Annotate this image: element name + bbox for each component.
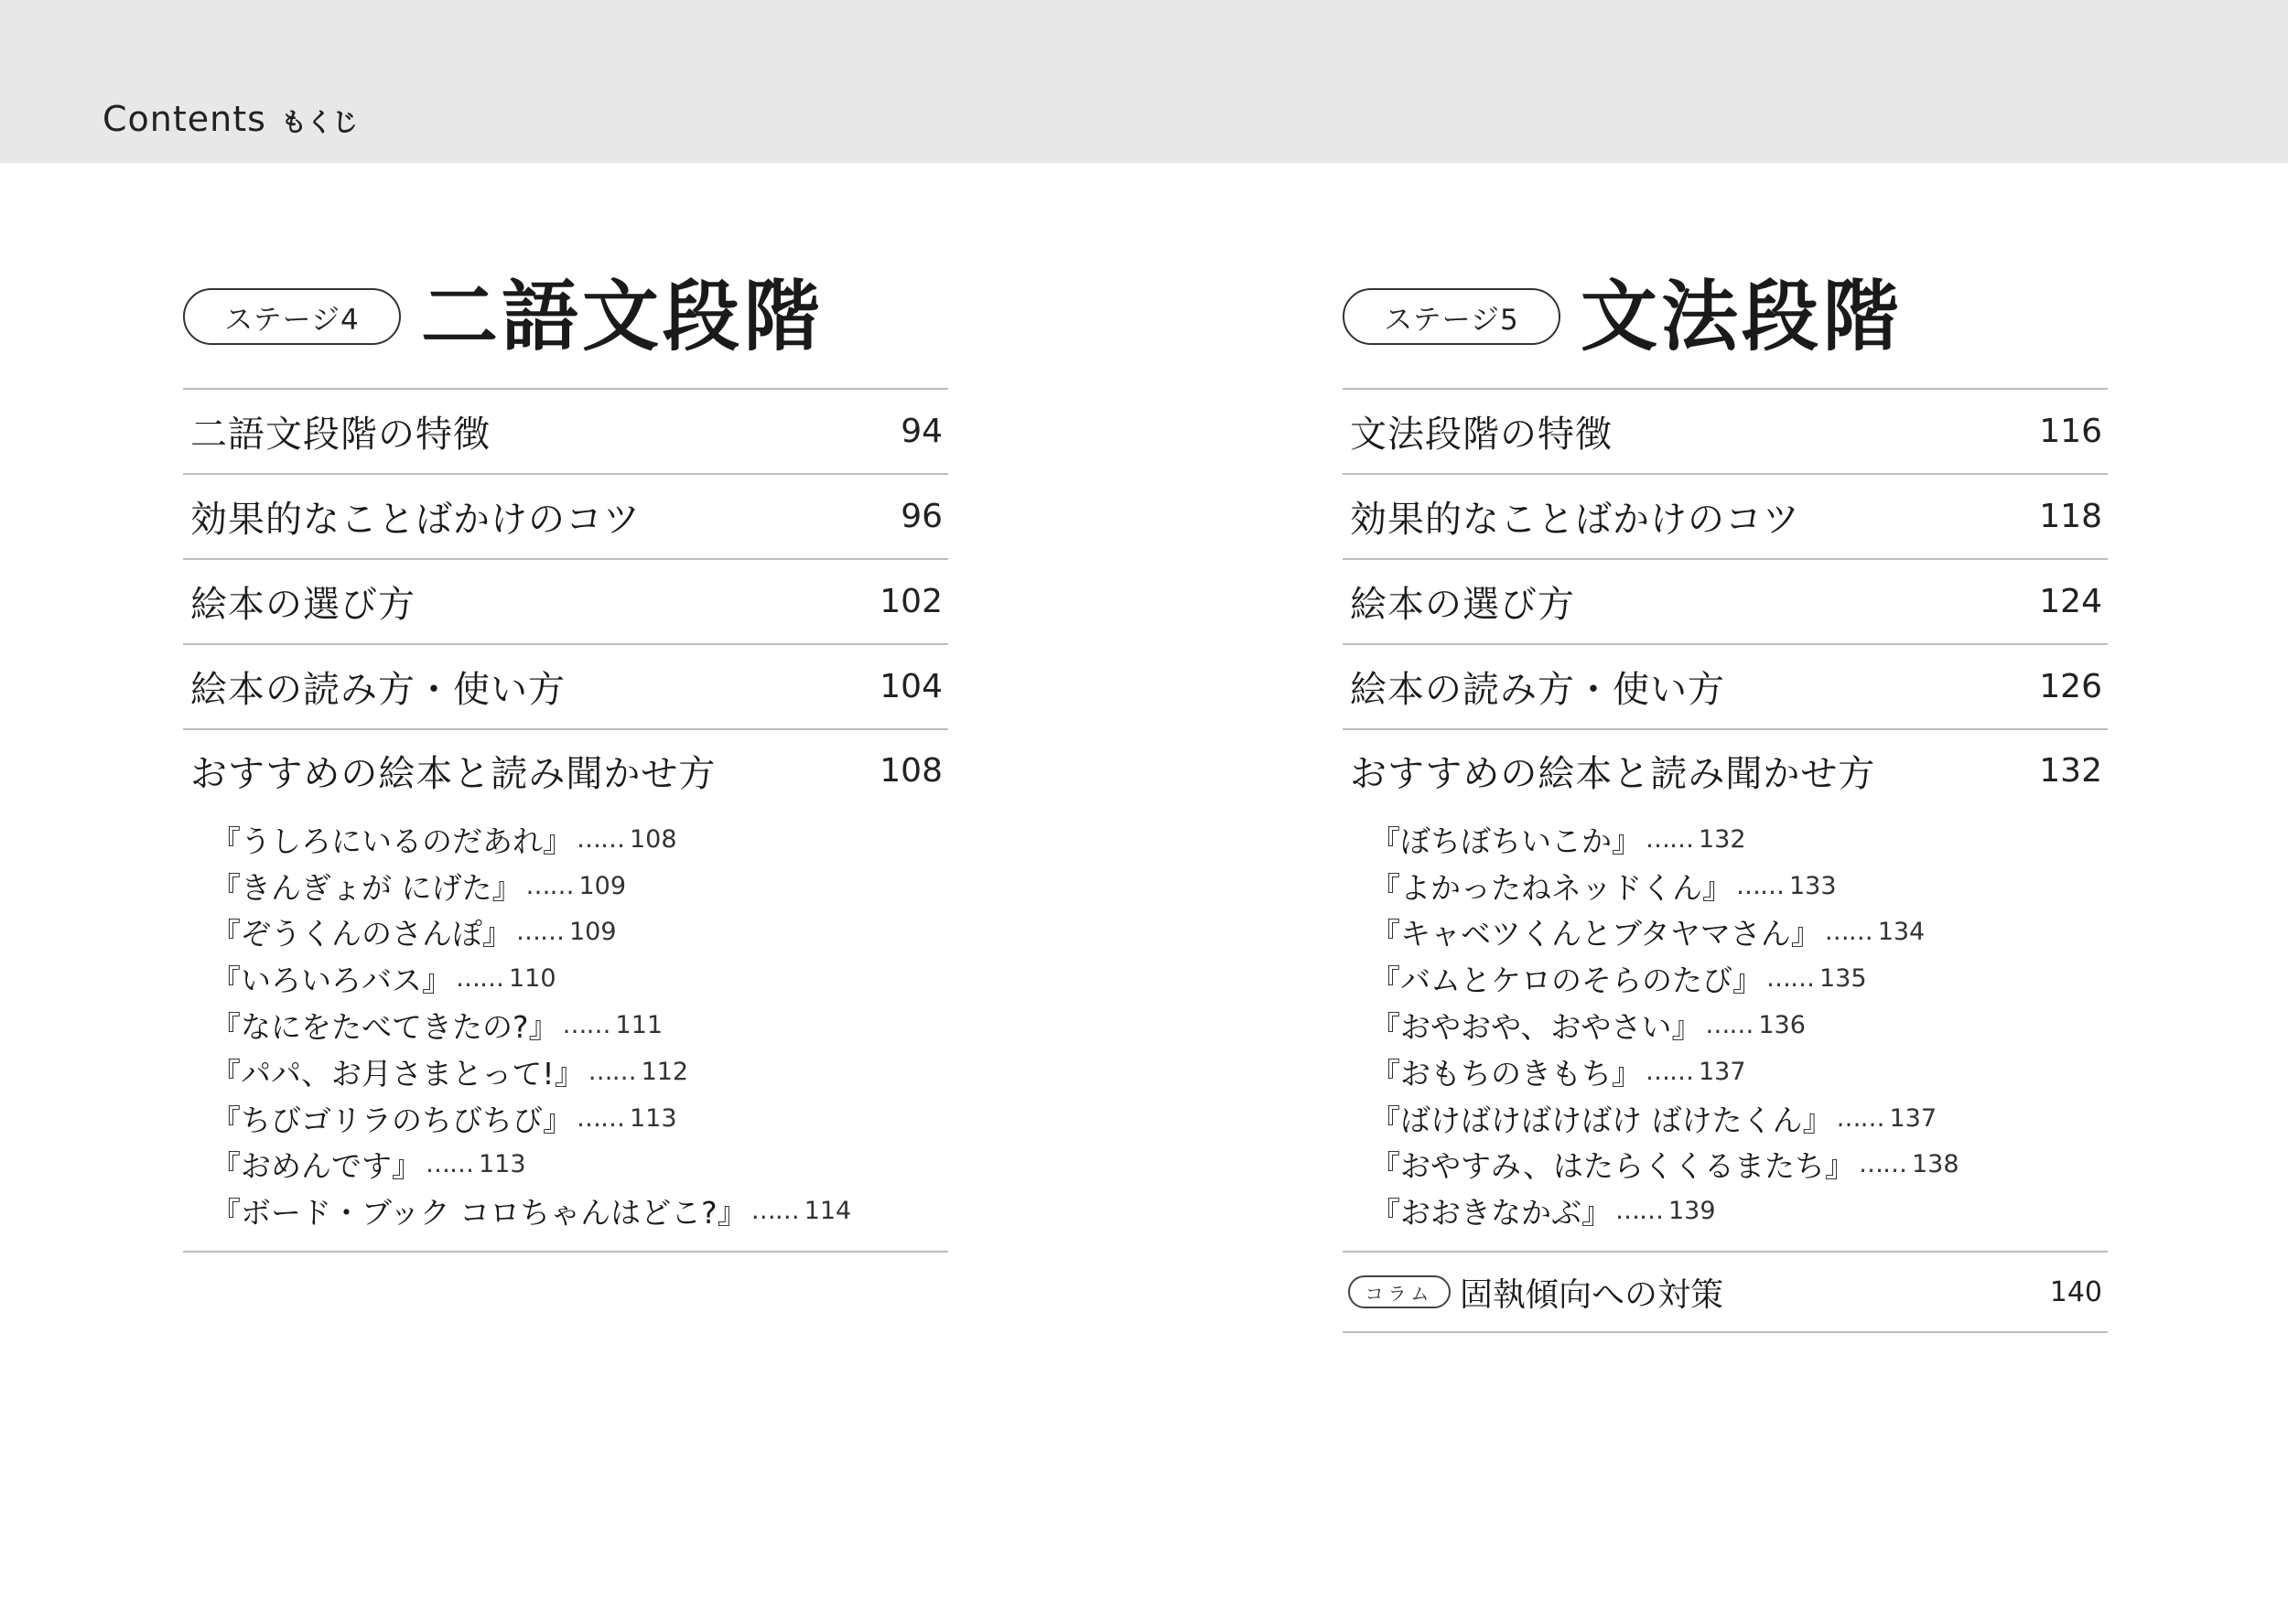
toc-entry-page: 126 <box>2039 668 2102 705</box>
toc-entry-page: 124 <box>2039 583 2102 620</box>
book-title: 『ぼちぼちいこか』 <box>1370 823 1642 859</box>
stage-title: 二語文段階 <box>421 272 825 361</box>
page-header <box>103 99 358 139</box>
book-item[interactable] <box>210 1188 948 1234</box>
book-item[interactable] <box>210 816 948 863</box>
book-list <box>183 811 948 1253</box>
book-page: 109 <box>578 871 627 900</box>
book-page: 137 <box>1889 1103 1937 1133</box>
leader-dots: …… <box>1836 1103 1884 1133</box>
toc-entry[interactable] <box>1343 645 2108 730</box>
book-item[interactable] <box>1370 955 2108 1002</box>
toc-entry-title: 絵本の読み方・使い方 <box>1350 669 1725 711</box>
book-page: 112 <box>641 1057 689 1086</box>
stage-label-pill: ステージ4 <box>183 288 401 345</box>
leader-dots: …… <box>588 1057 636 1086</box>
book-title: 『ボード・ブック コロちゃんはどこ?』 <box>210 1195 748 1231</box>
book-title: 『バムとケロのそらのたび』 <box>1370 963 1763 999</box>
stage-5-section <box>1343 265 2108 1333</box>
book-item[interactable] <box>210 1095 948 1142</box>
toc-entry-title: 絵本の選び方 <box>190 584 416 626</box>
column-badge: コラム <box>1348 1275 1451 1308</box>
book-item[interactable] <box>210 909 948 956</box>
book-item[interactable] <box>210 863 948 909</box>
leader-dots: …… <box>1858 1150 1906 1179</box>
toc-entry[interactable] <box>1343 390 2108 475</box>
toc-entry-page: 116 <box>2039 413 2102 450</box>
leader-dots: …… <box>426 1150 473 1179</box>
book-title: 『おやおや、おやさい』 <box>1370 1009 1702 1046</box>
book-list <box>1343 811 2108 1253</box>
book-item[interactable] <box>1370 1002 2108 1049</box>
book-title: 『いろいろバス』 <box>210 963 452 999</box>
book-title: 『おやすみ、はたらくくるまたち』 <box>1370 1148 1855 1185</box>
leader-dots: …… <box>1646 824 1693 854</box>
book-page: 113 <box>630 1103 677 1133</box>
book-page: 110 <box>509 964 556 994</box>
book-page: 108 <box>630 824 677 854</box>
toc-entry[interactable] <box>1343 560 2108 645</box>
book-title: 『なにをたべてきたの?』 <box>210 1009 559 1046</box>
book-page: 139 <box>1668 1197 1716 1226</box>
toc-entry[interactable] <box>183 475 948 560</box>
book-page: 138 <box>1911 1150 1959 1179</box>
toc-entry-page: 94 <box>901 413 943 450</box>
column-page: 140 <box>2049 1275 2102 1308</box>
leader-dots: …… <box>1766 964 1814 994</box>
leader-dots: …… <box>750 1197 799 1226</box>
leader-dots: …… <box>562 1011 610 1040</box>
toc-entry-title: 絵本の読み方・使い方 <box>190 669 566 711</box>
book-title: 『よかったねネッドくん』 <box>1370 869 1732 906</box>
toc-entry[interactable] <box>1343 475 2108 560</box>
book-page: 109 <box>569 918 617 947</box>
header-title-en: Contents <box>103 99 266 139</box>
book-page: 111 <box>615 1011 664 1040</box>
book-item[interactable] <box>1370 1095 2108 1142</box>
book-item[interactable] <box>210 1142 948 1188</box>
book-title: 『おもちのきもち』 <box>1370 1055 1642 1092</box>
book-item[interactable] <box>1370 863 2108 909</box>
book-title: 『おおきなかぶ』 <box>1370 1195 1612 1231</box>
toc-entry-title: 絵本の選び方 <box>1350 584 1575 626</box>
toc-entry[interactable] <box>183 645 948 730</box>
book-page: 135 <box>1819 964 1867 994</box>
leader-dots: …… <box>577 824 624 854</box>
book-item[interactable] <box>210 955 948 1002</box>
header-title-jp: もくじ <box>280 107 358 137</box>
book-title: 『おめんです』 <box>210 1148 422 1185</box>
toc-entry-title: おすすめの絵本と読み聞かせ方 <box>190 752 717 795</box>
toc-entry[interactable] <box>183 390 948 475</box>
leader-dots: …… <box>577 1103 624 1133</box>
toc-entry-page: 104 <box>880 668 943 705</box>
book-item[interactable] <box>1370 816 2108 863</box>
book-page: 114 <box>804 1197 852 1226</box>
toc-entry[interactable] <box>183 560 948 645</box>
book-item[interactable] <box>210 1049 948 1095</box>
book-title: 『うしろにいるのだあれ』 <box>210 823 573 859</box>
leader-dots: …… <box>516 918 564 947</box>
book-item[interactable] <box>210 1002 948 1049</box>
toc-entry-title: おすすめの絵本と読み聞かせ方 <box>1350 752 1876 795</box>
book-title: 『ばけばけばけばけ ばけたくん』 <box>1370 1102 1833 1138</box>
toc-entry-title: 効果的なことばかけのコツ <box>190 499 641 541</box>
book-page: 136 <box>1758 1011 1806 1040</box>
book-page: 132 <box>1699 824 1746 854</box>
toc-entry[interactable] <box>183 730 948 811</box>
leader-dots: …… <box>1646 1057 1693 1086</box>
book-title: 『ぞうくんのさんぽ』 <box>210 916 513 952</box>
stage-4-section <box>183 265 948 1253</box>
book-item[interactable] <box>1370 1049 2108 1095</box>
book-item[interactable] <box>1370 1188 2108 1234</box>
book-page: 113 <box>479 1150 526 1179</box>
toc-entry-page: 102 <box>880 583 943 620</box>
book-page: 134 <box>1877 918 1926 947</box>
book-title: 『キャベツくんとブタヤマさん』 <box>1370 916 1821 952</box>
toc-entry[interactable] <box>1343 730 2108 811</box>
book-item[interactable] <box>1370 1142 2108 1188</box>
toc-entry-page: 118 <box>2039 498 2102 535</box>
column-entry[interactable] <box>1343 1253 2108 1333</box>
book-page: 137 <box>1699 1057 1746 1086</box>
toc-entry-page: 132 <box>2039 751 2102 790</box>
leader-dots: …… <box>525 871 574 900</box>
column-title: 固執傾向への対策 <box>1460 1275 1724 1314</box>
stage-heading <box>1343 265 2108 368</box>
leader-dots: …… <box>456 964 503 994</box>
column-entry-label <box>1348 1269 1723 1316</box>
toc-entry-title: 二語文段階の特徴 <box>190 414 491 456</box>
book-page: 133 <box>1789 871 1837 900</box>
book-title: 『きんぎょが にげた』 <box>210 869 523 906</box>
toc-list <box>183 388 948 1253</box>
book-item[interactable] <box>1370 909 2108 956</box>
book-title: 『ちびゴリラのちびちび』 <box>210 1102 573 1138</box>
leader-dots: …… <box>1615 1197 1663 1226</box>
stage-title: 文法段階 <box>1581 272 1904 361</box>
toc-entry-page: 96 <box>901 498 943 535</box>
stage-label-pill: ステージ5 <box>1343 288 1560 345</box>
toc-entry-page: 108 <box>880 751 943 790</box>
leader-dots: …… <box>1824 918 1872 947</box>
toc-entry-title: 効果的なことばかけのコツ <box>1350 499 1800 541</box>
stage-heading <box>183 265 948 368</box>
leader-dots: …… <box>1736 871 1784 900</box>
book-title: 『パパ、お月さまとって!』 <box>210 1055 585 1092</box>
leader-dots: …… <box>1705 1011 1754 1040</box>
toc-list <box>1343 388 2108 1333</box>
toc-entry-title: 文法段階の特徴 <box>1350 414 1613 456</box>
